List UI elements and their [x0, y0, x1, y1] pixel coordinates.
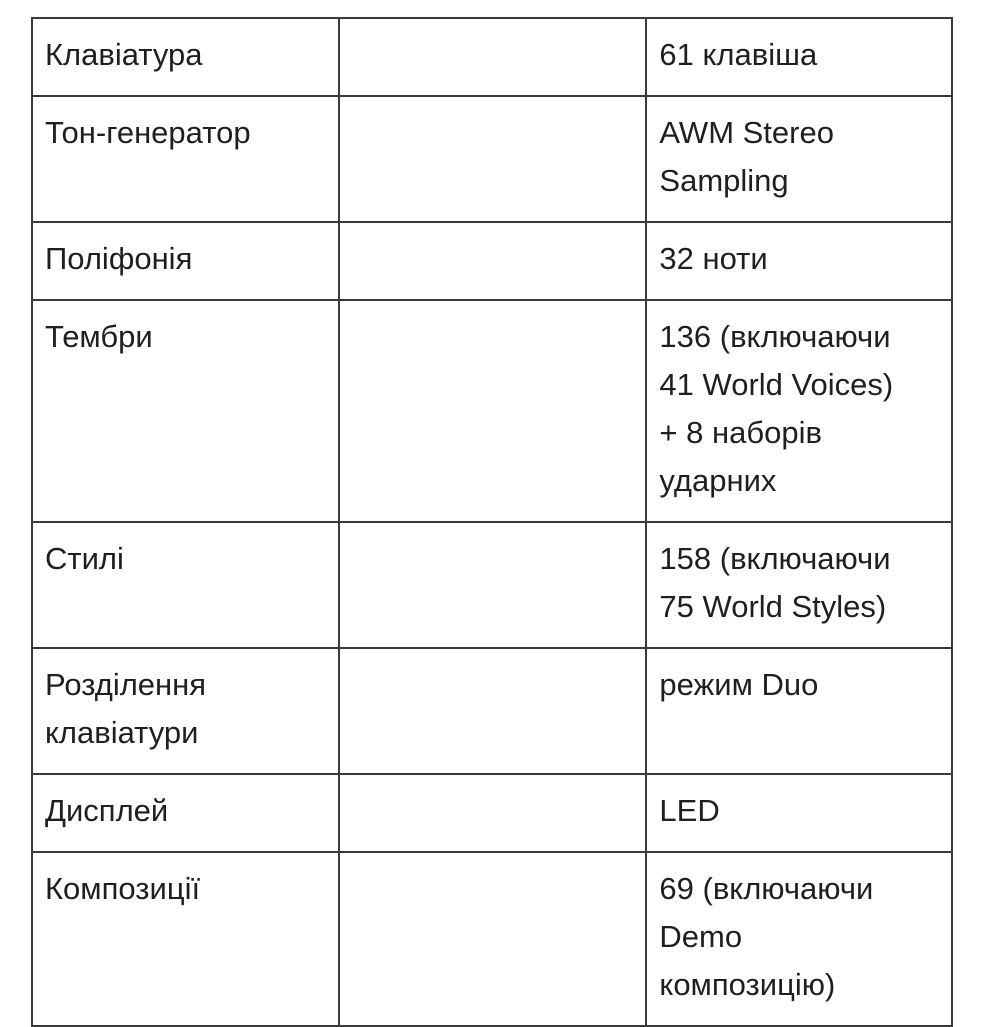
row-value [646, 300, 952, 522]
empty-cell [339, 18, 647, 96]
table-row-keyboard [32, 18, 952, 96]
row-value-text: режим Duo [659, 667, 819, 702]
table-row-tone-generator [32, 96, 952, 222]
row-label: Розділення клавіатури [32, 648, 339, 774]
row-value [646, 648, 952, 774]
table-row-display [32, 774, 952, 852]
row-value [646, 522, 952, 648]
row-value-text: AWM Stereo Sampling [659, 115, 834, 198]
row-value-text: 61 клавіша [659, 37, 818, 72]
row-value [646, 222, 952, 300]
empty-cell [339, 222, 647, 300]
row-label: Клавіатура [32, 18, 339, 96]
row-label: Поліфонія [32, 222, 339, 300]
row-label: Дисплей [32, 774, 339, 852]
row-value-text: LED [659, 793, 720, 828]
row-value [646, 18, 952, 96]
spec-table [31, 17, 953, 1027]
table-row-polyphony [32, 222, 952, 300]
empty-cell [339, 522, 647, 648]
row-label: Композиції [32, 852, 339, 1026]
row-value-text: 136 (включаючи 41 World Voices) + 8 наборів ударних [659, 319, 894, 498]
table-row-voices [32, 300, 952, 522]
row-value-text: 69 (включаючи Demo композицію) [659, 871, 874, 1002]
empty-cell [339, 648, 647, 774]
row-value-text: 32 ноти [659, 241, 768, 276]
row-value [646, 774, 952, 852]
table-row-styles [32, 522, 952, 648]
empty-cell [339, 96, 647, 222]
row-label: Тон-генератор [32, 96, 339, 222]
row-value-text: 158 (включаючи 75 World Styles) [659, 541, 891, 624]
table-row-split [32, 648, 952, 774]
row-value [646, 96, 952, 222]
row-label: Стилі [32, 522, 339, 648]
row-label: Тембри [32, 300, 339, 522]
empty-cell [339, 774, 647, 852]
empty-cell [339, 300, 647, 522]
